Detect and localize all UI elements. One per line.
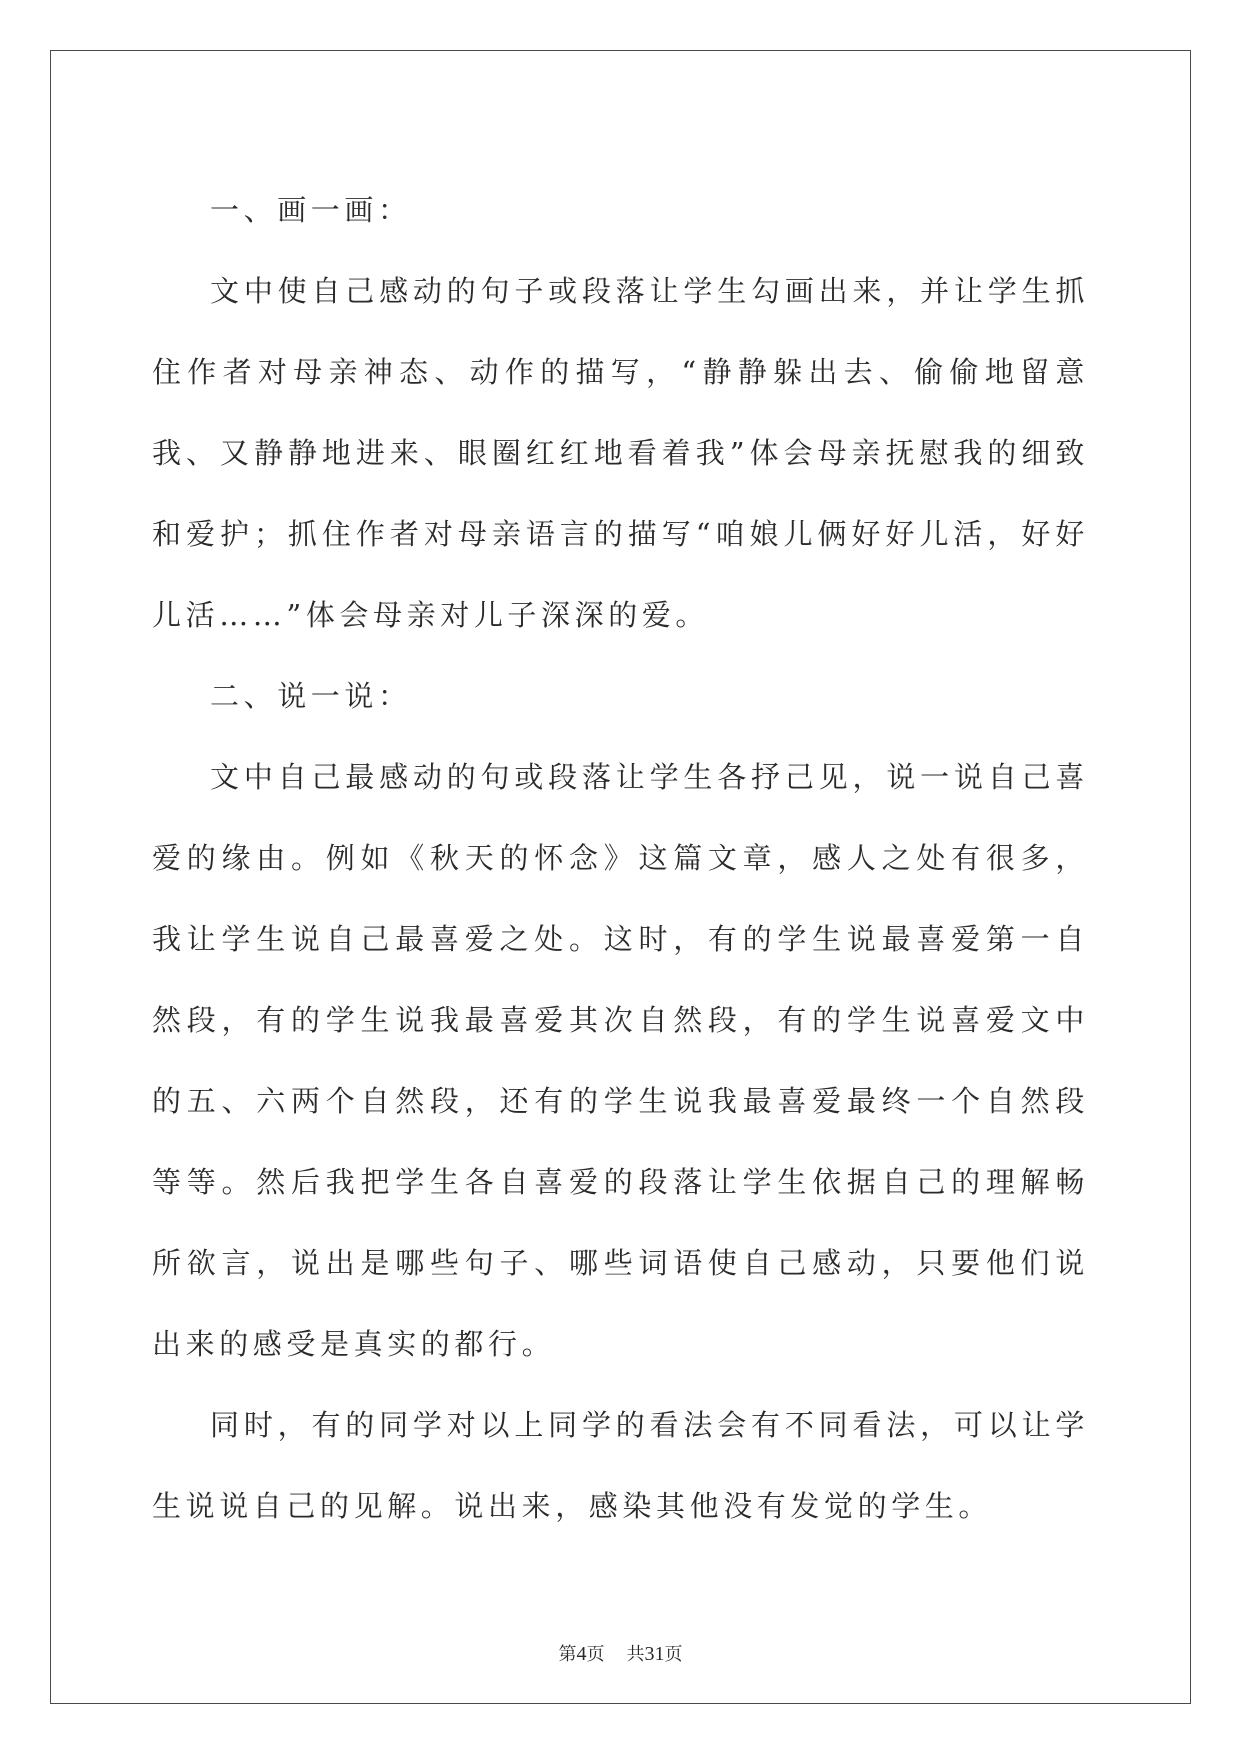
document-body: [152, 170, 1089, 1547]
total-prefix: 共: [626, 1644, 645, 1665]
page-suffix: 页: [586, 1644, 605, 1665]
paragraph-speak-instructions: 文中自己最感动的句或段落让学生各抒己见，说一说自己喜爱的缘由。例如《秋天的怀念》这篇文章，感人之处有很多，我让学生说自己最喜爱之处。这时，有的学生说最喜爱第一自然段，有的学生说我最喜爱其次自然段，有的学生说喜爱文中的五、六两个自然段，还有的学生说我最喜爱最终一个自然段等等。然后我把学生各自喜爱的段落让学生依据自己的理解畅所欲言，说出是哪些句子、哪些词语使自己感动，只要他们说出来的感受是真实的都行。: [152, 760, 1089, 1361]
total-suffix: 页: [664, 1644, 683, 1665]
paragraph-draw-instructions: 文中使自己感动的句子或段落让学生勾画出来，并让学生抓住作者对母亲神态、动作的描写，“静静躲出去、偷偷地留意我、又静静地进来、眼圈红红地看着我”体会母亲抚慰我的细致和爱护；抓住作者对母亲语言的描写“咱娘儿俩好好儿活，好好儿活……”体会母亲对儿子深深的爱。: [152, 274, 1089, 632]
page-prefix: 第: [558, 1644, 577, 1665]
total-pages: 31: [644, 1643, 665, 1665]
section-heading-draw: 一、画一画：: [210, 193, 412, 227]
page-footer: [0, 1640, 1241, 1666]
paragraph-discussion: 同时，有的同学对以上同学的看法会有不同看法，可以让学生说说自己的见解。说出来，感染其他没有发觉的学生。: [152, 1408, 1089, 1523]
section-heading-speak: 二、说一说：: [210, 679, 412, 713]
page-number: 4: [576, 1643, 587, 1665]
